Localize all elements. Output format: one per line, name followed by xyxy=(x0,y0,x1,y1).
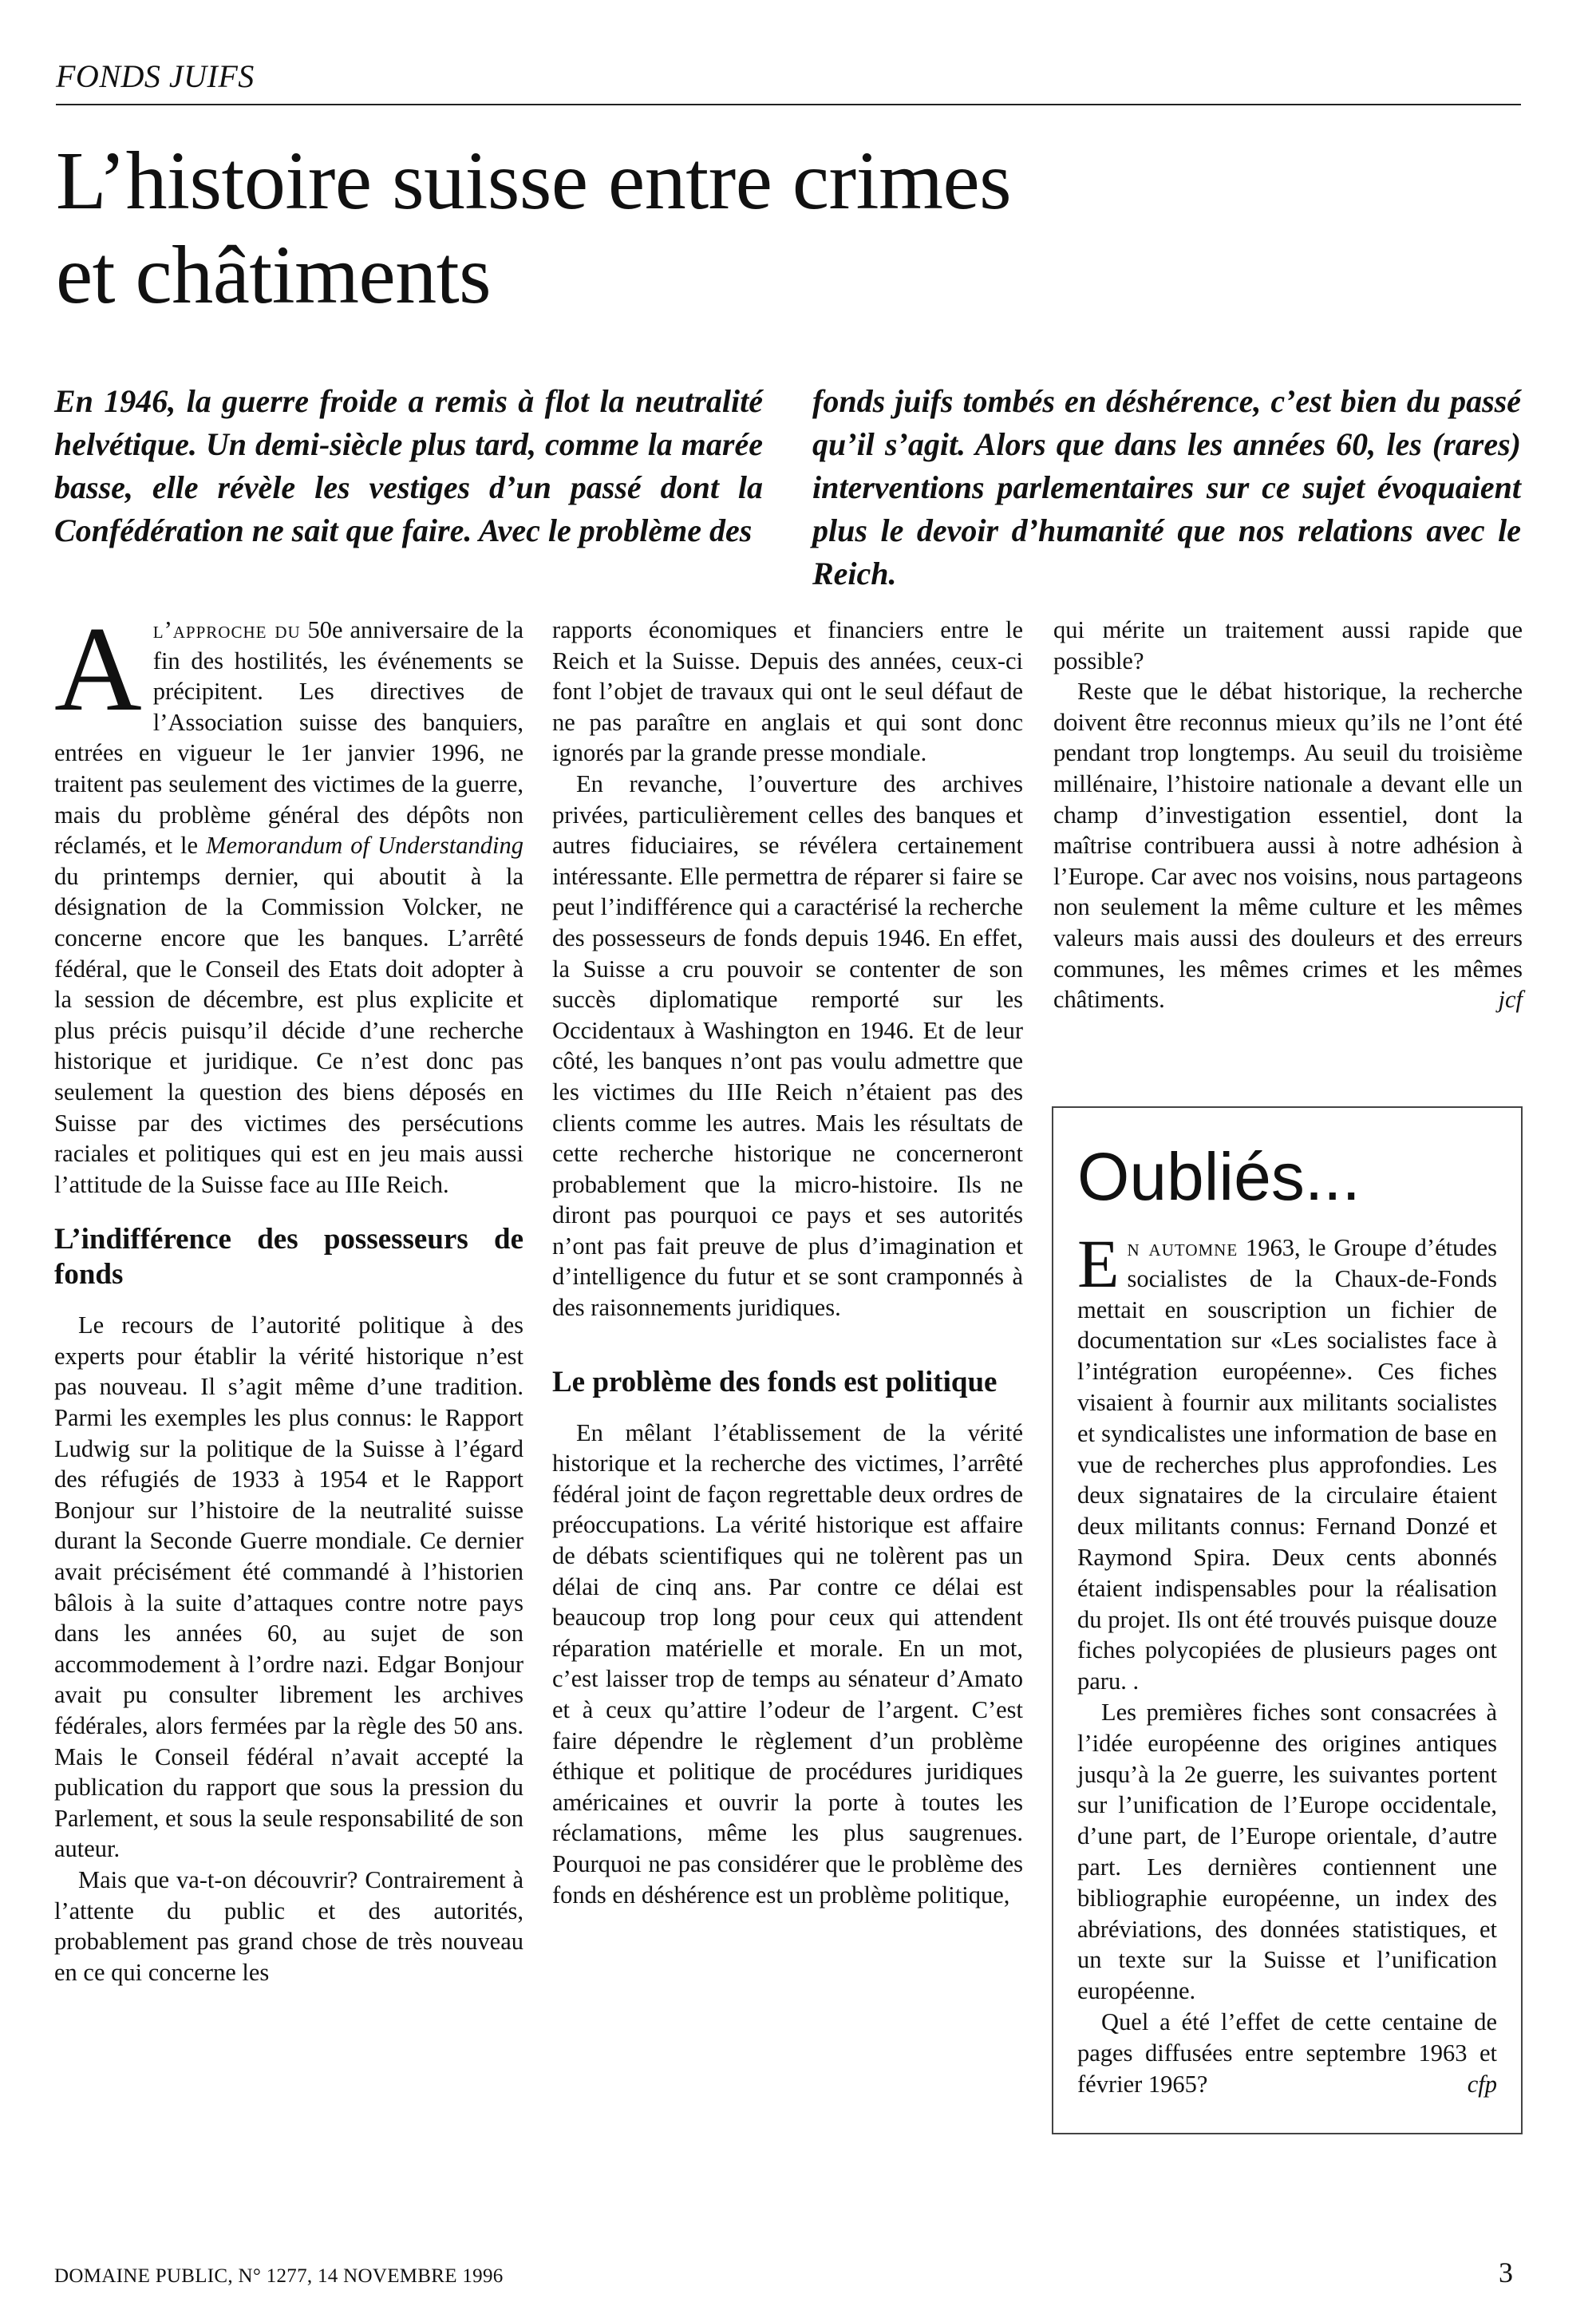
sidebar-paragraph-3 xyxy=(1077,2007,1497,2099)
sidebar-paragraph-3-text: Quel a été l’effet de cette centaine de pages diffusées entre septembre 1963 et février 1965? xyxy=(1077,2007,1497,2098)
subheading-political-problem: Le problème des fonds est politique xyxy=(552,1365,998,1398)
sidebar-small-caps: n automne xyxy=(1127,1234,1238,1261)
lead-paragraph-left: En 1946, la guerre froide a remis à flot la neutralité helvétique. Un demi-siècle plus tard, comme la marée basse, elle révèle les vestiges d’un passé dont la Confédération ne sait que faire. Avec le problème des xyxy=(54,383,763,548)
article-paragraph-4: rapports économiques et financiers entre le Reich et la Suisse. Depuis des années, ceux-ci font l’objet de travaux qui ont le seul défaut de ne pas paraître en anglais et qui sont donc ignorés par la grande presse mondiale. xyxy=(552,616,1023,767)
paragraph-1-part-a: anniversaire de la fin des hostilités, les événements se précipitent. Les directives de l’Association suisse des banquiers, entrées en vigueur le 1er janvier 1996, ne traitent pas seulement des victimes de la guerre, mais du problème général des dépôts non réclamés, et le xyxy=(54,616,523,860)
sidebar-signature: cfp xyxy=(1467,2070,1497,2098)
headline-line-2: et châtiments xyxy=(56,229,492,321)
article-column-3 xyxy=(1053,615,1523,1015)
paragraph-8-text: Reste que le débat historique, la recherche doivent être reconnus mieux qu’ils ne l’ont été pendant trop longtemps. Au seuil du troisième millénaire, l’histoire nationale a devant elle un champ d’investigation essentiel, dont la maîtrise contribuera aussi à notre adhésion à l’Europe. Car avec nos voisins, nous partageons non seulement la même culture et les mêmes valeurs mais aussi des douleurs et des erreurs communes, les mêmes crimes et les mêmes châtiments. xyxy=(1053,678,1523,1014)
article-column-1 xyxy=(54,602,523,1988)
sidebar-drop-cap: E xyxy=(1077,1225,1120,1302)
memorandum-title: Memorandum of Understanding xyxy=(206,832,523,860)
paragraph-1-part-b: du printemps dernier, qui aboutit à la désignation de la Commission Volcker, ne concerne encore que les banques. L’arrêté fédéral, que le Conseil des Etats doit adopter à la session de décembre, est plus explicite et plus précis puisqu’il décide d’une recherche historique et juridique. Ce n’est donc pas seulement la question des biens déposés en Suisse par des victimes des persécutions raciales et politiques qui est en jeu mais aussi l’attitude de la Suisse face au IIIe Reich. xyxy=(54,862,523,1198)
footer-publication-info: DOMAINE PUBLIC, N° 1277, 14 NOVEMBRE 1996 xyxy=(54,2265,504,2287)
article-paragraph-2: Le recours de l’autorité politique à des experts pour établir la vérité historique n’est pas nouveau. Il s’agit même d’une tradition. Parmi les exemples les plus connus: le Rapport Ludwig sur la politique de la Suisse à l’égard des réfugiés de 1933 à 1954 et le Rapport Bonjour sur l’histoire de la neutralité suisse durant la Seconde Guerre mondiale. Ce dernier avait précisément été commandé à l’historien bâlois à la suite d’attaques contre notre pays dans les années 60, au sujet de son accommodement à l’ordre nazi. Edgar Bonjour avait pu consulter librement les archives fédérales, alors fermées par la règle des 50 ans. Mais le Conseil fédéral n’avait accepté la publication du rapport que sous la pression du Parlement, et sous la seule responsabilité de son auteur. xyxy=(54,1311,523,1863)
sidebar-text xyxy=(1077,1225,1497,2099)
lead-paragraph-right: fonds juifs tombés en déshérence, c’est bien du passé qu’il s’agit. Alors que dans les années 60, les (rares) interventions parlementaires sur ce sujet évoquaient plus le devoir d’humanité que nos relations avec le Reich. xyxy=(812,383,1521,591)
headline-line-1: L’histoire suisse entre crimes xyxy=(56,135,1012,227)
opening-small-caps: l’approche du xyxy=(152,616,301,643)
article-paragraph-3: Mais que va-t-on découvrir? Contrairement à l’attente du public et des autorités, probablement pas grand chose de très nouveau en ce qui concerne les xyxy=(54,1865,523,1986)
article-column-2 xyxy=(552,615,1023,1910)
anniversary-ordinal: 50e xyxy=(307,616,343,643)
sidebar-box xyxy=(1052,1106,1523,2134)
sidebar-paragraph-1 xyxy=(1077,1225,1497,1697)
article-paragraph-5: En revanche, l’ouverture des archives privées, particulièrement celles des banques et autres fiduciaires, se révélera certainement intéressante. Elle permettra de réparer si faire se peut l’indifférence qui a caractérisé la recherche des possesseurs de fonds depuis 1946. En effet, la Suisse a cru pouvoir se contenter de son succès diplomatique remporté sur les Occidentaux à Washington en 1946. Et de leur côté, les banques n’ont pas voulu admettre que les victimes du IIIe Reich n’étaient pas des clients comme les autres. Mais les résultats de cette recherche historique ne concerneront probablement que la micro-histoire. Ils ne diront pas pourquoi ce pays et ses autorités n’ont pas fait preuve de plus d’imagination et d’intelligence du futur et se sont cramponnés à des raisonnements juridiques. xyxy=(552,769,1023,1322)
article-paragraph-8 xyxy=(1053,676,1523,1015)
drop-cap: A xyxy=(54,602,142,736)
sidebar-paragraph-2: Les premières fiches sont consacrées à l’idée européenne des origines antiques jusqu’à la 2e guerre, les suivantes portent sur l’unification de l’Europe occidentale, d’une part, de l’Europe orientale, d’autre part. Les dernières contiennent une bibliographie européenne, un index des abréviations, des données statistiques, et un texte sur la Suisse et l’unification européenne. xyxy=(1077,1698,1497,2005)
sidebar-paragraph-1-text: 1963, le Groupe d’études socialistes de la Chaux-de-Fonds mettait en souscription un fichier de documentation sur «Les socialistes face à l’intégration européenne». Ces fiches visaient à fournir aux militants socialistes et syndicalistes une information de base en vue de recherches plus approfondies. Les deux signataires de la circulaire étaient deux militants connus: Fernand Donzé et Raymond Spira. Deux cents abonnés étaient indispensables pour la réalisation du projet. Ils ont été trouvés puisque douze fiches polycopiées de plusieurs pages ont paru. . xyxy=(1077,1234,1497,1695)
header-rule xyxy=(56,104,1521,105)
article-paragraph-7: qui mérite un traitement aussi rapide que possible? xyxy=(1053,616,1523,674)
subheading-indifference: L’indifférence des possesseurs de fonds xyxy=(54,1223,523,1292)
sidebar-title: Oubliés... xyxy=(1077,1139,1361,1214)
article-signature: jcf xyxy=(1498,986,1523,1014)
page-number: 3 xyxy=(1499,2257,1513,2288)
article-paragraph-6: En mêlant l’établissement de la vérité historique et la recherche des victimes, l’arrêté fédéral joint de façon regrettable deux ordres de préoccupations. La vérité historique est affaire de débats scientifiques qui ne tolèrent pas un délai de cinq ans. Par contre ce délai est beaucoup trop long pour ceux qui attendent réparation matérielle et morale. En un mot, c’est laisser trop de temps au sénateur d’Amato et à ceux qu’attire l’odeur de l’argent. C’est faire dépendre le règlement d’un problème éthique et politique de procédures juridiques américaines et ouvrir la porte à toutes les réclamations, même les plus saugrenues. Pourquoi ne pas considérer que le problème des fonds en déshérence est un problème politique, xyxy=(552,1418,1023,1909)
article-paragraph-1 xyxy=(54,602,523,1200)
section-rubric: FONDS JUIFS xyxy=(56,58,255,94)
article-headline xyxy=(56,134,1492,322)
